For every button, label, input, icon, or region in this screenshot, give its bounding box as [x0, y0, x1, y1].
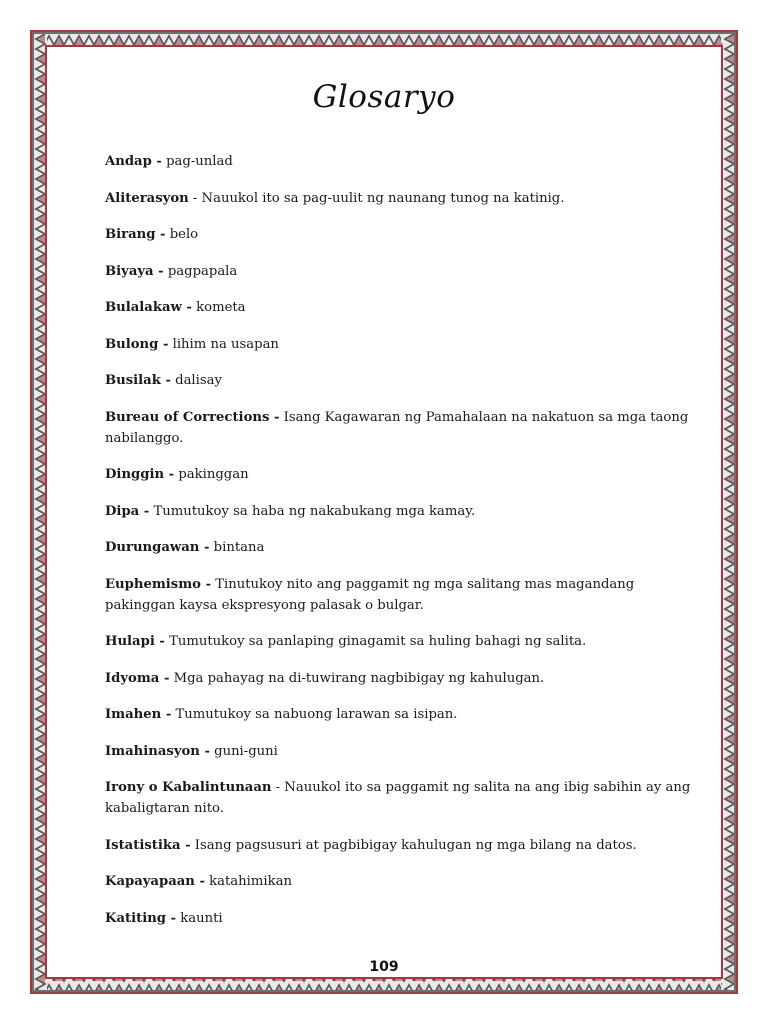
page-title: Glosaryo	[312, 79, 456, 115]
glossary-term: Dinggin -	[105, 467, 175, 482]
glossary-term: Istatistika -	[105, 837, 191, 853]
glossary-definition: dalisay	[170, 373, 222, 388]
glossary-definition: pakinggan	[174, 467, 249, 482]
glossary-definition: kometa	[191, 300, 246, 315]
glossary-term: Birang -	[105, 227, 166, 242]
glossary-definition: pagpapala	[163, 263, 238, 279]
page-content	[47, 47, 721, 977]
glossary-definition: Isang Kagawaran ng Pamahalaan na nakatuon sa mga taong nabilanggo.	[105, 409, 689, 446]
glossary-entry	[105, 297, 705, 318]
glossary-term: Katiting -	[105, 910, 177, 926]
glossary-definition: Isang pagsusuri at pagbibigay kahulugan ng mga bilang na datos.	[190, 837, 637, 853]
glossary-definition: Mga pahayag na di-tuwirang nagbibigay ng kahulugan.	[169, 670, 545, 686]
glossary-term: Kapayapaan -	[105, 874, 205, 889]
glossary-entry	[105, 741, 705, 762]
glossary-definition: belo	[165, 227, 199, 242]
glossary-definition: pag-unlad	[161, 154, 233, 169]
glossary-term: Hulapi -	[105, 634, 165, 649]
content-border	[45, 45, 723, 979]
glossary-definition: Tumutukoy sa panlaping ginagamit sa huling bahagi ng salita.	[164, 634, 587, 649]
glossary-definition: guni-guni	[209, 743, 278, 759]
glossary-term: Busilak -	[105, 373, 171, 388]
glossary-term: Biyaya -	[105, 263, 164, 279]
glossary-entry	[105, 334, 705, 355]
glossary-definition: - Nauukol ito sa paggamit ng salita na ang ibig sabihin ay ang kabaligtaran nito.	[105, 780, 691, 816]
glossary-definition: Tinutukoy nito ang paggamit ng mga salitang mas magandang pakinggan kaysa ekspresyong palasak o bulgar.	[105, 576, 635, 613]
glossary-definition: Tumutukoy sa nabuong larawan sa isipan.	[171, 707, 458, 722]
glossary-term: Durungawan -	[105, 540, 210, 555]
glossary-entry	[105, 370, 705, 391]
page-border	[30, 30, 738, 994]
glossary-entry	[105, 631, 705, 652]
glossary-term: Bulalakaw -	[105, 300, 192, 315]
glossary-term: Bulong -	[105, 336, 169, 352]
glossary-entry	[105, 151, 705, 172]
glossary-entry	[105, 501, 705, 522]
glossary-entry	[105, 871, 705, 892]
page-number: 109	[369, 959, 399, 975]
glossary-definition: katahimikan	[204, 874, 292, 889]
glossary-definition: Tumutukoy sa haba ng nakabukang mga kamay.	[149, 503, 476, 519]
glossary-term: Bureau of Corrections -	[105, 409, 280, 425]
glossary-term: Imahinasyon -	[105, 743, 210, 759]
glossary-entry	[105, 224, 705, 245]
glossary-list	[105, 151, 705, 944]
glossary-term: Euphemismo -	[105, 576, 212, 592]
glossary-term: Dipa -	[105, 503, 150, 519]
glossary-definition: kaunti	[176, 910, 223, 926]
glossary-entry	[105, 261, 705, 282]
glossary-term: Aliterasyon	[105, 190, 189, 206]
glossary-entry	[105, 464, 705, 485]
glossary-term: Imahen -	[105, 707, 172, 722]
glossary-definition: - Nauukol ito sa pag-uulit ng naunang tunog na katinig.	[188, 190, 565, 206]
glossary-entry	[105, 777, 705, 819]
glossary-entry	[105, 668, 705, 689]
glossary-entry	[105, 407, 705, 449]
glossary-entry	[105, 537, 705, 558]
glossary-term: Irony o Kabalintunaan	[105, 780, 272, 795]
glossary-entry	[105, 704, 705, 725]
glossary-term: Idyoma -	[105, 670, 170, 686]
glossary-definition: bintana	[209, 540, 265, 555]
glossary-entry	[105, 835, 705, 856]
glossary-entry	[105, 908, 705, 929]
glossary-entry	[105, 188, 705, 209]
glossary-definition: lihim na usapan	[168, 336, 279, 352]
glossary-term: Andap -	[105, 154, 162, 169]
glossary-entry	[105, 574, 705, 616]
